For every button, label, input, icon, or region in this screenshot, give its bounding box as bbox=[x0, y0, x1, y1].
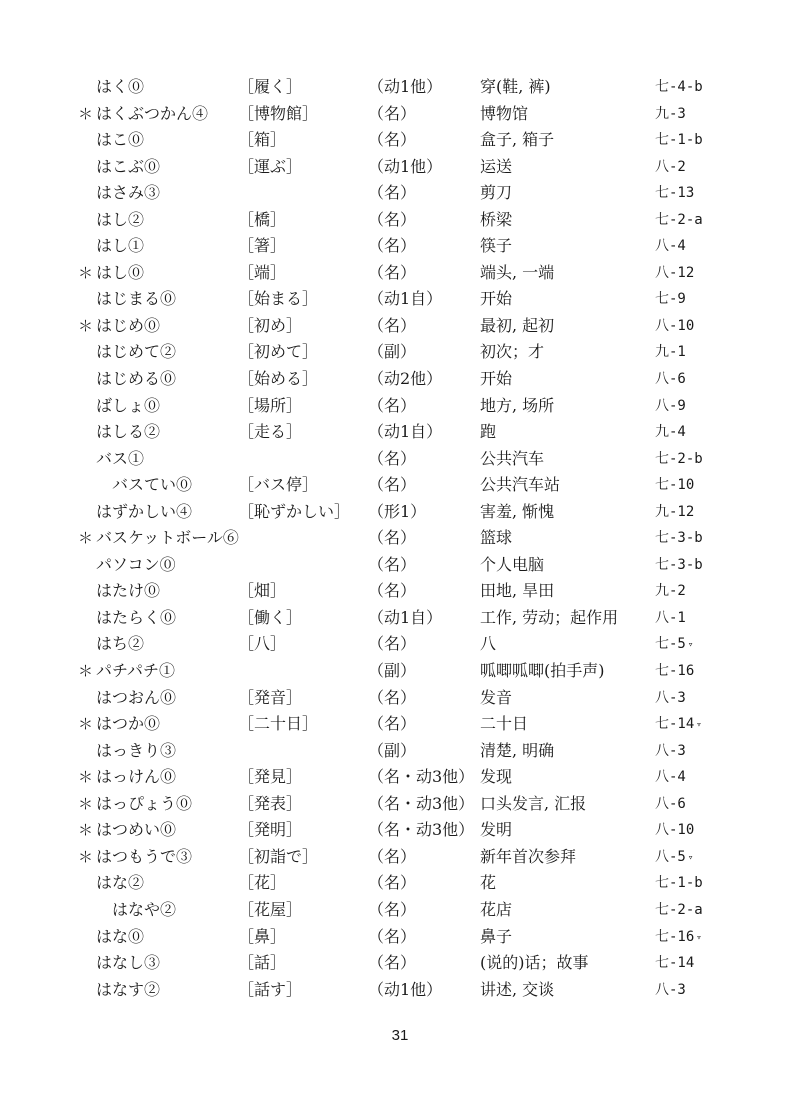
entry-kana: はしる② bbox=[96, 422, 161, 442]
entry-part-of-speech: （名） bbox=[368, 687, 417, 707]
entry-lesson-ref: 八-10 bbox=[655, 317, 695, 334]
entry-kana: パチパチ① bbox=[96, 661, 176, 681]
entry-kana: はし② bbox=[96, 209, 145, 229]
entry-kana: はつか⓪ bbox=[96, 714, 161, 734]
entry-meaning: 运送 bbox=[480, 156, 513, 176]
entry-meaning: (说的)话；故事 bbox=[480, 953, 589, 973]
entry-part-of-speech: （名） bbox=[368, 130, 417, 150]
entry-meaning: 呱唧呱唧(拍手声) bbox=[480, 661, 605, 681]
vocab-entry bbox=[0, 260, 800, 287]
vocab-entry bbox=[0, 233, 800, 260]
entry-part-of-speech: （动1自） bbox=[368, 607, 443, 627]
entry-part-of-speech: （形1） bbox=[368, 501, 427, 521]
entry-lesson-ref: 九-1 bbox=[655, 344, 686, 361]
entry-kanji: ［始める］ bbox=[238, 369, 319, 389]
entry-lesson-ref: 七-14 ▿ bbox=[655, 716, 702, 733]
entry-kana: はじまる⓪ bbox=[96, 289, 177, 309]
entry-part-of-speech: （名） bbox=[368, 183, 417, 203]
entry-kana: はじめ⓪ bbox=[96, 315, 161, 335]
entry-part-of-speech: （名） bbox=[368, 873, 417, 893]
entry-part-of-speech: （动1自） bbox=[368, 289, 443, 309]
entry-meaning: 穿(鞋, 裤) bbox=[480, 77, 551, 96]
entry-part-of-speech: （名・动3他） bbox=[368, 767, 475, 787]
vocab-entry bbox=[0, 180, 800, 207]
entry-meaning: 桥梁 bbox=[480, 209, 513, 229]
entry-star-marker: ＊ bbox=[78, 263, 94, 282]
entry-part-of-speech: （动1他） bbox=[368, 77, 443, 96]
vocab-entry bbox=[0, 817, 800, 844]
entry-lesson-ref: 八-10 bbox=[655, 822, 695, 839]
entry-kana: バス① bbox=[96, 448, 145, 468]
entry-kana: バスケットボール⑥ bbox=[96, 528, 239, 548]
vocabulary-list bbox=[0, 74, 800, 1003]
entry-lesson-ref: 七-5 ▿ bbox=[655, 636, 694, 653]
vocab-entry bbox=[0, 393, 800, 420]
entry-part-of-speech: （名・动3他） bbox=[368, 820, 475, 840]
entry-kana: バスてい⓪ bbox=[112, 475, 193, 495]
entry-part-of-speech: （动1他） bbox=[368, 979, 443, 999]
entry-meaning: 盒子, 箱子 bbox=[480, 130, 555, 150]
vocab-entry bbox=[0, 711, 800, 738]
entry-part-of-speech: （动1他） bbox=[368, 156, 443, 176]
vocab-entry bbox=[0, 366, 800, 393]
entry-part-of-speech: （动1自） bbox=[368, 422, 443, 442]
entry-kanji: ［働く］ bbox=[238, 607, 303, 627]
entry-kanji: ［発見］ bbox=[238, 767, 303, 787]
entry-lesson-ref: 七-2-b bbox=[655, 450, 703, 467]
vocab-entry bbox=[0, 844, 800, 871]
entry-part-of-speech: （名） bbox=[368, 475, 417, 495]
entry-kana: はし⓪ bbox=[96, 262, 145, 282]
entry-part-of-speech: （名） bbox=[368, 581, 417, 601]
entry-kanji: ［履く］ bbox=[238, 77, 303, 96]
entry-kana: パソコン⓪ bbox=[96, 554, 176, 574]
entry-part-of-speech: （副） bbox=[368, 740, 417, 760]
entry-lesson-ref: 八-6 bbox=[655, 371, 686, 388]
entry-lesson-ref: 七-3-b bbox=[655, 556, 703, 573]
vocab-entry bbox=[0, 339, 800, 366]
vocab-entry bbox=[0, 446, 800, 473]
entry-meaning: 田地, 旱田 bbox=[480, 581, 555, 601]
entry-kanji: ［博物館］ bbox=[238, 103, 319, 123]
entry-lesson-ref: 八-12 bbox=[655, 264, 695, 281]
entry-kana: はじめる⓪ bbox=[96, 369, 177, 389]
entry-kanji: ［発表］ bbox=[238, 793, 303, 813]
triangle-mark-icon: ▿ bbox=[687, 640, 694, 651]
entry-star-marker: ＊ bbox=[78, 316, 94, 335]
entry-part-of-speech: （动2他） bbox=[368, 369, 443, 389]
triangle-mark-icon: ▿ bbox=[696, 720, 702, 731]
entry-kana: はな② bbox=[96, 873, 145, 893]
entry-meaning: 二十日 bbox=[480, 714, 529, 734]
entry-meaning: 八 bbox=[480, 634, 497, 654]
entry-meaning: 新年首次参拜 bbox=[480, 846, 577, 866]
entry-lesson-ref: 七-16 bbox=[655, 663, 695, 680]
entry-lesson-ref: 九-3 bbox=[655, 105, 686, 122]
entry-lesson-ref: 八-3 bbox=[655, 742, 686, 759]
vocab-entry bbox=[0, 977, 800, 1004]
entry-kanji: ［初めて］ bbox=[238, 342, 319, 362]
entry-part-of-speech: （名） bbox=[368, 846, 417, 866]
entry-meaning: 讲述, 交谈 bbox=[480, 979, 555, 999]
entry-lesson-ref: 七-13 bbox=[655, 185, 695, 202]
entry-meaning: 害羞, 惭愧 bbox=[480, 501, 555, 521]
page-number: 31 bbox=[391, 1027, 409, 1044]
vocab-entry bbox=[0, 313, 800, 340]
entry-meaning: 个人电脑 bbox=[480, 554, 545, 574]
entry-meaning: 清楚, 明确 bbox=[480, 740, 555, 760]
entry-part-of-speech: （副） bbox=[368, 342, 417, 362]
entry-kana: はじめて② bbox=[96, 342, 177, 362]
entry-kanji: ［初詣で］ bbox=[238, 846, 319, 866]
entry-lesson-ref: 九-12 bbox=[655, 503, 695, 520]
entry-meaning: 发音 bbox=[480, 687, 513, 707]
entry-lesson-ref: 七-14 bbox=[655, 955, 695, 972]
entry-kana: はなし③ bbox=[96, 953, 161, 973]
entry-meaning: 篮球 bbox=[480, 528, 513, 548]
vocab-entry bbox=[0, 101, 800, 128]
entry-lesson-ref: 七-10 bbox=[655, 477, 695, 494]
entry-part-of-speech: （名） bbox=[368, 315, 417, 335]
entry-kanji: ［場所］ bbox=[238, 395, 303, 415]
entry-kanji: ［橋］ bbox=[238, 209, 287, 229]
entry-kana: はずかしい④ bbox=[96, 501, 193, 521]
vocab-entry bbox=[0, 472, 800, 499]
entry-kana: はっきり③ bbox=[96, 740, 177, 760]
entry-meaning: 发现 bbox=[480, 767, 513, 787]
entry-kana: はこぶ⓪ bbox=[96, 156, 161, 176]
vocab-entry bbox=[0, 419, 800, 446]
entry-kana: はし① bbox=[96, 236, 145, 256]
entry-part-of-speech: （名） bbox=[368, 714, 417, 734]
entry-meaning: 跑 bbox=[480, 422, 497, 442]
vocab-entry bbox=[0, 74, 800, 101]
vocab-entry bbox=[0, 658, 800, 685]
vocab-entry bbox=[0, 950, 800, 977]
entry-part-of-speech: （名） bbox=[368, 209, 417, 229]
entry-kanji: ［運ぶ］ bbox=[238, 156, 303, 176]
entry-kana: はち② bbox=[96, 634, 145, 654]
entry-kana: はつおん⓪ bbox=[96, 687, 177, 707]
entry-meaning: 口头发言, 汇报 bbox=[480, 793, 587, 813]
vocab-entry bbox=[0, 286, 800, 313]
entry-part-of-speech: （名） bbox=[368, 634, 417, 654]
entry-meaning: 地方, 场所 bbox=[480, 395, 555, 415]
entry-meaning: 花店 bbox=[480, 899, 513, 919]
entry-meaning: 剪刀 bbox=[480, 183, 513, 203]
entry-lesson-ref: 八-3 bbox=[655, 981, 686, 998]
entry-kanji: ［花屋］ bbox=[238, 899, 303, 919]
entry-kanji: ［花］ bbox=[238, 873, 287, 893]
entry-star-marker: ＊ bbox=[78, 847, 94, 866]
entry-star-marker: ＊ bbox=[78, 821, 94, 840]
entry-kana: はたけ⓪ bbox=[96, 581, 161, 601]
entry-kana: ばしょ⓪ bbox=[96, 395, 161, 415]
entry-star-marker: ＊ bbox=[78, 768, 94, 787]
entry-kanji: ［畑］ bbox=[238, 581, 287, 601]
entry-lesson-ref: 九-4 bbox=[655, 424, 686, 441]
entry-kanji: ［話］ bbox=[238, 953, 287, 973]
vocab-entry bbox=[0, 605, 800, 632]
entry-part-of-speech: （名） bbox=[368, 236, 417, 256]
entry-kanji: ［初め］ bbox=[238, 315, 303, 335]
entry-kanji: ［始まる］ bbox=[238, 289, 319, 309]
vocab-entry bbox=[0, 207, 800, 234]
entry-kana: はつめい⓪ bbox=[96, 820, 177, 840]
entry-kanji: ［バス停］ bbox=[238, 475, 319, 495]
entry-kana: はなや② bbox=[112, 899, 177, 919]
entry-kanji: ［箸］ bbox=[238, 236, 287, 256]
entry-meaning: 花 bbox=[480, 873, 497, 893]
entry-lesson-ref: 九-2 bbox=[655, 583, 686, 600]
vocab-entry bbox=[0, 685, 800, 712]
entry-part-of-speech: （名） bbox=[368, 926, 417, 946]
entry-meaning: 端头, 一端 bbox=[480, 262, 555, 282]
entry-kana: はっぴょう⓪ bbox=[96, 793, 193, 813]
entry-meaning: 公共汽车 bbox=[480, 448, 545, 468]
entry-meaning: 开始 bbox=[480, 369, 513, 389]
entry-star-marker: ＊ bbox=[78, 662, 94, 681]
entry-lesson-ref: 八-1 bbox=[655, 609, 686, 626]
entry-kanji: ［発明］ bbox=[238, 820, 303, 840]
entry-kana: はな⓪ bbox=[96, 926, 145, 946]
entry-kana: はなす② bbox=[96, 979, 161, 999]
entry-meaning: 公共汽车站 bbox=[480, 475, 561, 495]
entry-part-of-speech: （副） bbox=[368, 661, 417, 681]
entry-lesson-ref: 七-1-b bbox=[655, 132, 703, 149]
vocab-entry bbox=[0, 631, 800, 658]
entry-meaning: 最初, 起初 bbox=[480, 315, 555, 335]
entry-part-of-speech: （名） bbox=[368, 262, 417, 282]
entry-star-marker: ＊ bbox=[78, 794, 94, 813]
entry-part-of-speech: （名） bbox=[368, 953, 417, 973]
entry-lesson-ref: 八-5 ▿ bbox=[655, 848, 694, 865]
entry-kana: はく⓪ bbox=[96, 77, 145, 96]
entry-kanji: ［二十日］ bbox=[238, 714, 319, 734]
entry-meaning: 筷子 bbox=[480, 236, 513, 256]
entry-meaning: 工作, 劳动；起作用 bbox=[480, 607, 619, 627]
entry-lesson-ref: 七-2-a bbox=[655, 901, 703, 918]
entry-part-of-speech: （名・动3他） bbox=[368, 793, 475, 813]
entry-lesson-ref: 七-2-a bbox=[655, 211, 703, 228]
entry-lesson-ref: 八-9 bbox=[655, 397, 686, 414]
entry-lesson-ref: 八-3 bbox=[655, 689, 686, 706]
entry-kana: はっけん⓪ bbox=[96, 767, 177, 787]
vocab-entry bbox=[0, 499, 800, 526]
entry-lesson-ref: 七-3-b bbox=[655, 530, 703, 547]
entry-lesson-ref: 八-2 bbox=[655, 158, 686, 175]
vocab-entry bbox=[0, 870, 800, 897]
entry-kana: はこ⓪ bbox=[96, 130, 145, 150]
entry-part-of-speech: （名） bbox=[368, 103, 417, 123]
entry-meaning: 鼻子 bbox=[480, 926, 513, 946]
entry-part-of-speech: （名） bbox=[368, 554, 417, 574]
entry-star-marker: ＊ bbox=[78, 529, 94, 548]
entry-lesson-ref: 七-1-b bbox=[655, 875, 703, 892]
entry-lesson-ref: 八-4 bbox=[655, 769, 686, 786]
entry-star-marker: ＊ bbox=[78, 715, 94, 734]
entry-star-marker: ＊ bbox=[78, 104, 94, 123]
entry-kana: はたらく⓪ bbox=[96, 607, 177, 627]
entry-kanji: ［走る］ bbox=[238, 422, 303, 442]
entry-kana: はくぶつかん④ bbox=[96, 103, 209, 123]
entry-kanji: ［鼻］ bbox=[238, 926, 287, 946]
entry-meaning: 博物馆 bbox=[480, 103, 529, 123]
vocab-entry bbox=[0, 578, 800, 605]
vocab-entry bbox=[0, 525, 800, 552]
vocab-entry bbox=[0, 924, 800, 951]
vocab-entry bbox=[0, 738, 800, 765]
entry-lesson-ref: 七-9 bbox=[655, 291, 686, 308]
entry-meaning: 发明 bbox=[480, 820, 513, 840]
entry-meaning: 初次；才 bbox=[480, 342, 545, 362]
entry-kana: はさみ③ bbox=[96, 183, 161, 203]
entry-kanji: ［話す］ bbox=[238, 979, 303, 999]
vocab-entry bbox=[0, 897, 800, 924]
entry-lesson-ref: 八-6 bbox=[655, 795, 686, 812]
vocab-entry bbox=[0, 764, 800, 791]
entry-kanji: ［発音］ bbox=[238, 687, 303, 707]
entry-part-of-speech: （名） bbox=[368, 528, 417, 548]
entry-kana: はつもうで③ bbox=[96, 846, 193, 866]
vocab-entry bbox=[0, 154, 800, 181]
entry-part-of-speech: （名） bbox=[368, 899, 417, 919]
entry-lesson-ref: 八-4 bbox=[655, 238, 686, 255]
vocab-entry bbox=[0, 791, 800, 818]
triangle-mark-icon: ▿ bbox=[696, 932, 702, 943]
vocab-entry bbox=[0, 552, 800, 579]
entry-part-of-speech: （名） bbox=[368, 395, 417, 415]
entry-kanji: ［恥ずかしい］ bbox=[238, 501, 351, 521]
entry-kanji: ［箱］ bbox=[238, 130, 287, 150]
entry-lesson-ref: 七-16 ▿ bbox=[655, 928, 702, 945]
entry-kanji: ［八］ bbox=[238, 634, 287, 654]
triangle-mark-icon: ▿ bbox=[687, 852, 694, 863]
entry-kanji: ［端］ bbox=[238, 262, 287, 282]
vocab-entry bbox=[0, 127, 800, 154]
entry-meaning: 开始 bbox=[480, 289, 513, 309]
entry-part-of-speech: （名） bbox=[368, 448, 417, 468]
entry-lesson-ref: 七-4-b bbox=[655, 79, 703, 95]
